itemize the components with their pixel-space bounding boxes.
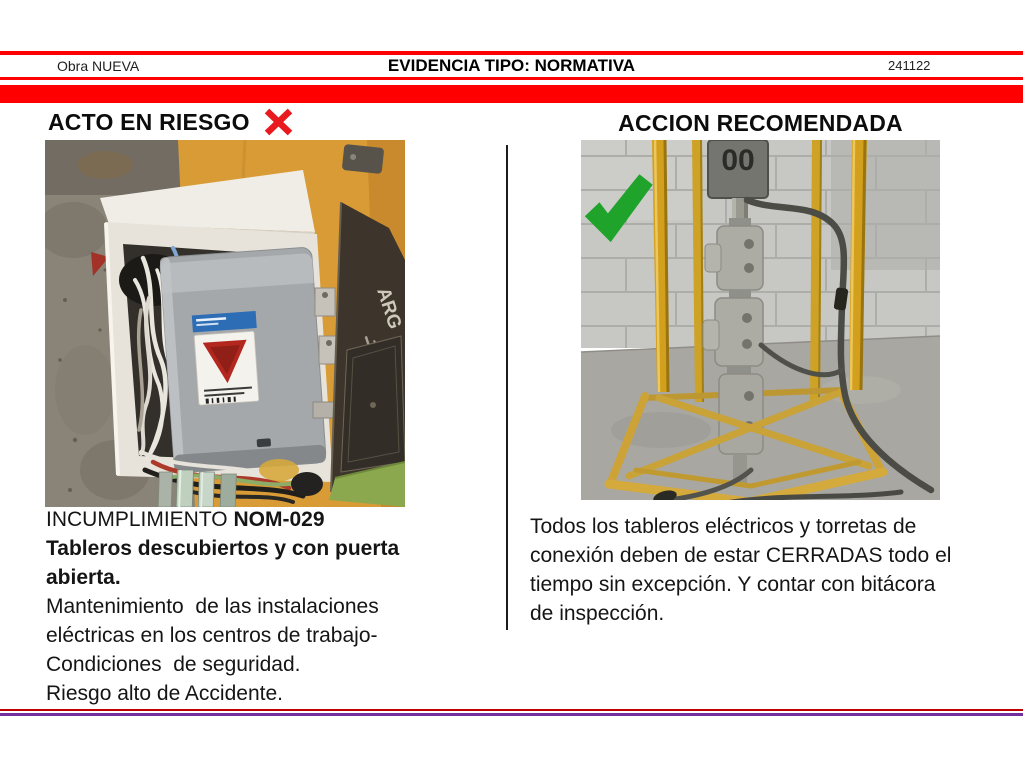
header-red-bar: [0, 85, 1023, 103]
footer-red-rule: [0, 709, 1023, 711]
caption-line: Condiciones de seguridad.: [46, 653, 301, 676]
accion-recomendada-photo: [581, 140, 940, 500]
door-brand-text: ARG: [372, 285, 405, 332]
left-section-title-row: [48, 108, 294, 136]
caption-line: Mantenimiento de las instalaciones: [46, 595, 379, 618]
x-mark-icon: [263, 108, 294, 136]
right-section-title: ACCION RECOMENDADA: [618, 110, 903, 136]
caption-line: Tableros descubiertos y con puerta: [46, 537, 400, 560]
switch-unit: [160, 247, 327, 473]
warning-sticker: [194, 331, 259, 405]
incumplimiento-label: INCUMPLIMIENTO: [46, 508, 234, 531]
caption-line: abierta.: [46, 566, 121, 589]
header-top-rule: [0, 51, 1023, 55]
header-left-text: Obra NUEVA: [57, 58, 140, 74]
right-caption: [530, 512, 951, 628]
panel-latch: [342, 144, 384, 174]
caption-line: Todos los tableros eléctricos y torretas de: [530, 515, 917, 538]
caption-line: [46, 505, 399, 534]
acto-en-riesgo-photo: [45, 140, 405, 507]
header-date: 241122: [888, 58, 931, 73]
left-section-title: ACTO EN RIESGO: [48, 108, 250, 135]
panel-door: [329, 202, 405, 507]
column-divider: [506, 145, 508, 630]
caption-line: conexión deben de estar CERRADAS todo el: [530, 544, 952, 567]
sign-digits: 00: [721, 144, 755, 177]
header-title: EVIDENCIA TIPO: NORMATIVA: [387, 56, 636, 75]
nom-code: NOM-029: [233, 508, 325, 531]
left-caption: [46, 505, 399, 708]
caption-line: de inspección.: [530, 602, 665, 625]
footer-purple-rule: [0, 713, 1023, 716]
header-bottom-rule: [0, 77, 1023, 80]
caption-line: tiempo sin excepción. Y contar con bitácora: [530, 573, 936, 596]
caption-line: eléctricas en los centros de trabajo-: [46, 624, 378, 647]
caption-line: Riesgo alto de Accidente.: [46, 682, 283, 705]
